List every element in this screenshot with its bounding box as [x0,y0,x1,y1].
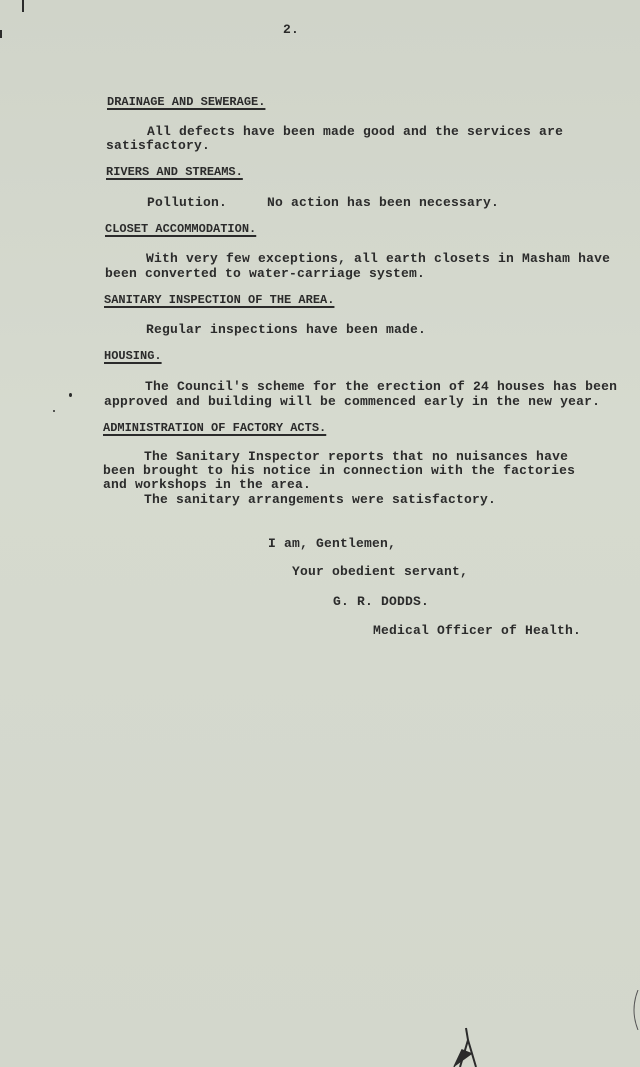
housing-line-2: approved and building will be commenced early in the new year. [104,394,601,409]
heading-closet: CLOSET ACCOMMODATION. [105,222,257,236]
heading-sanitary: SANITARY INSPECTION OF THE AREA. [104,293,335,307]
housing-line-1: The Council's scheme for the erection of 24 houses has been [145,379,618,394]
factory-line-1: The Sanitary Inspector reports that no nuisances have [144,449,569,464]
scan-speck [53,410,55,412]
heading-housing: HOUSING. [104,349,162,363]
signatory-title: Medical Officer of Health. [373,623,582,638]
factory-line-2: been brought to his notice in connection with the factories [103,463,576,478]
heading-factory: ADMINISTRATION OF FACTORY ACTS. [103,421,327,435]
heading-drainage: DRAINAGE AND SEWERAGE. [107,95,266,109]
heading-rivers: RIVERS AND STREAMS. [106,165,243,179]
paper-corner-mark [448,1010,508,1067]
factory-line-4: The sanitary arrangements were satisfactory. [144,492,497,507]
closet-line-1: With very few exceptions, all earth closets in Masham have [146,251,611,266]
scan-speck [69,393,72,397]
page-number: 2. [283,22,300,37]
scan-mark [22,0,24,12]
closing-salutation: I am, Gentlemen, [268,536,397,551]
closing-valediction: Your obedient servant, [292,564,469,579]
drainage-line-2: satisfactory. [106,138,211,153]
sanitary-line-1: Regular inspections have been made. [146,322,427,337]
closet-line-2: been converted to water-carriage system. [105,266,426,281]
factory-line-3: and workshops in the area. [103,477,312,492]
signatory-name: G. R. DODDS. [333,594,430,609]
paper-edge-mark [628,990,640,1030]
drainage-line-1: All defects have been made good and the services are [147,124,564,139]
scan-mark [0,30,2,38]
rivers-line-1: Pollution. No action has been necessary. [147,195,500,210]
